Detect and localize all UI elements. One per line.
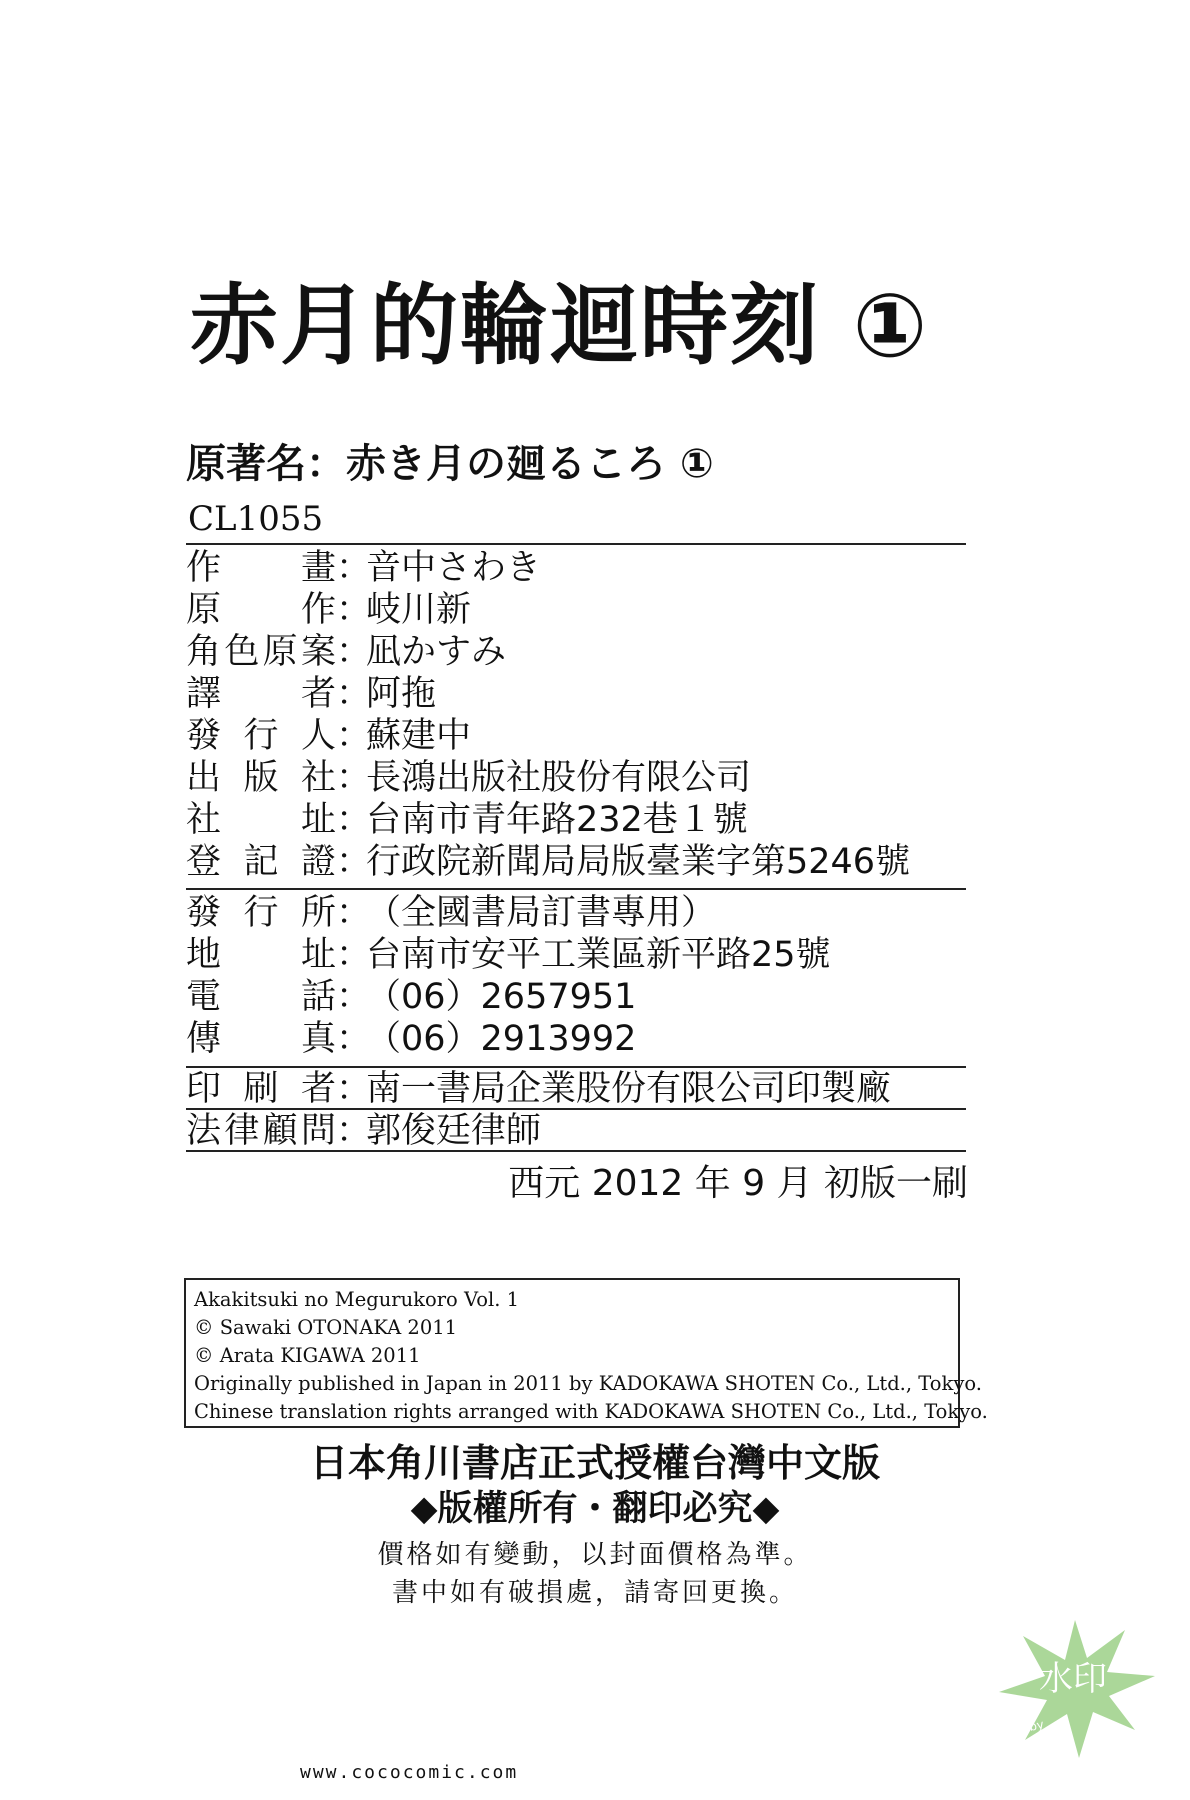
credit-value: 岐川新 <box>366 589 472 630</box>
credit-label: 發 行 人 <box>186 715 336 756</box>
credit-row <box>186 1069 891 1109</box>
credit-value: 台南市安平工業區新平路25號 <box>366 934 831 975</box>
credit-row <box>186 842 910 882</box>
credit-row <box>186 800 748 840</box>
credit-value: （06）2657951 <box>366 976 637 1017</box>
credit-colon: ： <box>336 1068 372 1109</box>
credit-colon: ： <box>336 715 372 756</box>
divider-bottom <box>186 1150 966 1152</box>
credit-colon: ： <box>336 589 372 630</box>
price-notice: 價格如有變動，以封面價格為準。 <box>377 1540 813 1570</box>
divider-legal <box>186 1108 966 1110</box>
copyright-line: Akakitsuki no Megurukoro Vol. 1 <box>194 1288 520 1311</box>
credit-label: 印 刷 者 <box>186 1068 336 1109</box>
copyright-box <box>184 1278 988 1428</box>
credit-value: 凪かすみ <box>366 631 507 672</box>
divider-top <box>186 543 966 545</box>
watermark-leaf-icon <box>975 1580 1175 1780</box>
credit-colon: ： <box>336 757 372 798</box>
credit-value: （全國書局訂書專用） <box>366 892 717 933</box>
credit-colon: ： <box>336 892 372 933</box>
original-title: 原著名：赤き月の廻るころ ① <box>186 441 714 487</box>
divider-printer <box>186 1066 966 1068</box>
copyright-line: Chinese translation rights arranged with KADOKAWA SHOTEN Co., Ltd., Tokyo. <box>194 1400 988 1423</box>
credit-row <box>186 893 716 933</box>
credit-value: 蘇建中 <box>366 715 472 756</box>
credit-colon: ： <box>336 841 372 882</box>
credit-label: 社 址 <box>186 799 336 840</box>
credit-row <box>186 632 506 672</box>
credit-value: 行政院新聞局局版臺業字第5246號 <box>366 841 911 882</box>
credit-colon: ： <box>336 547 372 588</box>
credit-colon: ： <box>336 631 372 672</box>
credit-label: 法 律 顧 問 <box>186 1110 336 1151</box>
damage-notice: 書中如有破損處，請寄回更換。 <box>391 1578 798 1608</box>
copyright-line: © Arata KIGAWA 2011 <box>194 1344 421 1367</box>
credit-colon: ： <box>336 673 372 714</box>
credit-colon: ： <box>336 1110 372 1151</box>
credit-label: 電 話 <box>186 976 336 1017</box>
copyright-line: © Sawaki OTONAKA 2011 <box>194 1316 458 1339</box>
credit-value: 郭俊廷律師 <box>366 1110 542 1151</box>
credit-label: 登 記 證 <box>186 841 336 882</box>
rights-reserved: ◆版權所有・翻印必究◆ <box>410 1489 780 1529</box>
credit-row <box>186 590 471 630</box>
authorization-statement: 日本角川書店正式授權台灣中文版 <box>309 1441 880 1485</box>
credit-value: 長鴻出版社股份有限公司 <box>366 757 752 798</box>
credit-row <box>186 758 751 798</box>
credit-label: 作 畫 <box>186 547 336 588</box>
credit-value: 南一書局企業股份有限公司印製廠 <box>366 1068 892 1109</box>
edition-info: 西元 2012 年 9 月 初版一刷 <box>508 1163 968 1204</box>
credit-row <box>186 674 436 714</box>
credit-label: 出 版 社 <box>186 757 336 798</box>
credit-colon: ： <box>336 934 372 975</box>
credit-label: 譯 者 <box>186 673 336 714</box>
book-title: 赤月的輪迴時刻 ① <box>190 274 930 377</box>
credit-colon: ： <box>336 976 372 1017</box>
copyright-line: Originally published in Japan in 2011 by KADOKAWA SHOTEN Co., Ltd., Tokyo. <box>194 1372 982 1395</box>
credit-value: 阿拖 <box>366 673 437 714</box>
product-code: CL1055 <box>188 499 324 539</box>
credit-row <box>186 977 636 1017</box>
credit-row <box>186 1111 541 1151</box>
credit-label: 傳 真 <box>186 1018 336 1059</box>
credit-row <box>186 935 831 975</box>
credit-label: 角 色 原 案 <box>186 631 336 672</box>
credit-value: （06）2913992 <box>366 1018 637 1059</box>
credit-value: 台南市青年路232巷１號 <box>366 799 748 840</box>
credit-label: 地 址 <box>186 934 336 975</box>
credit-colon: ： <box>336 799 372 840</box>
watermark-scan-text: Scan by <box>995 1717 1046 1741</box>
credit-value: 音中さわき <box>366 547 542 588</box>
divider-distribution <box>186 888 966 890</box>
website-url[interactable]: www.cococomic.com <box>300 1762 519 1783</box>
credit-label: 發 行 所 <box>186 892 336 933</box>
credit-label: 原 作 <box>186 589 336 630</box>
credit-colon: ： <box>336 1018 372 1059</box>
watermark-text: 水印 <box>1039 1659 1107 1699</box>
credit-row <box>186 716 471 756</box>
credit-row <box>186 1019 636 1059</box>
credit-row <box>186 548 541 588</box>
